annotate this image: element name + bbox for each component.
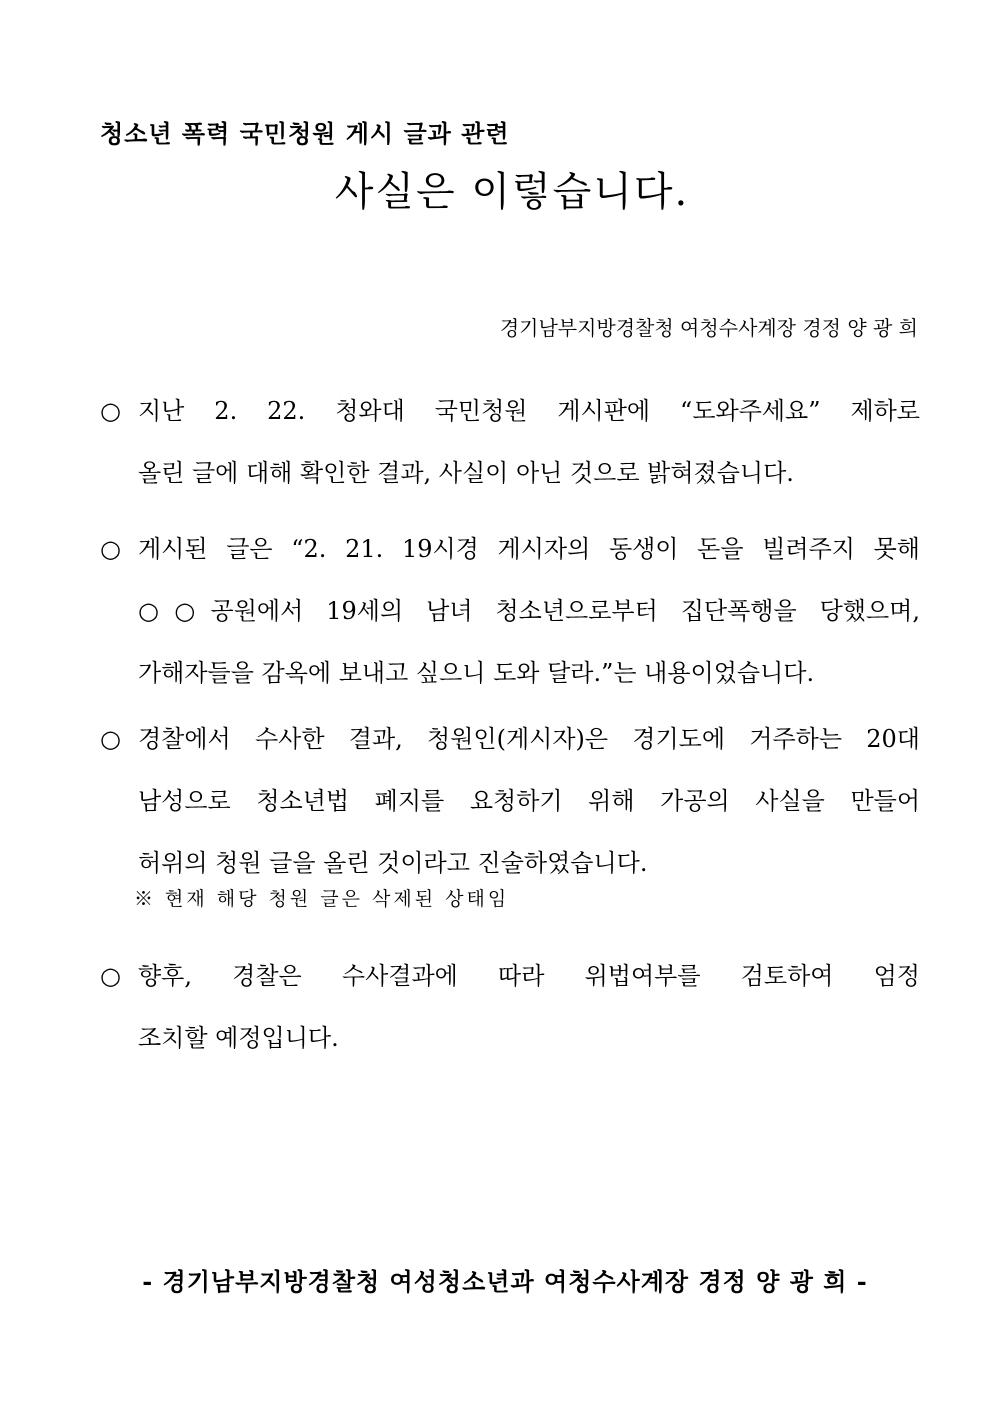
circle-bullet-icon: ○	[100, 397, 121, 425]
bullet-paragraph-4	[100, 945, 920, 1069]
circle-bullet-icon: ○	[100, 535, 121, 563]
footer-signature: - 경기남부지방경찰청 여성청소년과 여청수사계장 경정 양 광 희 -	[142, 1267, 868, 1296]
author-line: 경기남부지방경찰청 여청수사계장 경정 양 광 희	[499, 316, 918, 340]
circle-bullet-icon: ○	[100, 725, 121, 753]
paragraph-line: 올린 글에 대해 확인한 결과, 사실이 아닌 것으로 밝혀졌습니다.	[138, 459, 794, 487]
document-subtitle: 청소년 폭력 국민청원 게시 글과 관련	[100, 119, 510, 148]
paragraph-line: 가해자들을 감옥에 보내고 싶으니 도와 달라.”는 내용이었습니다.	[138, 659, 815, 687]
paragraph-line: 경찰에서 수사한 결과, 청원인(게시자)은 경기도에 거주하는 20대	[138, 725, 920, 753]
paragraph-line: 허위의 청원 글을 올린 것이라고 진술하였습니다.	[138, 849, 648, 877]
paragraph-line: 남성으로 청소년법 폐지를 요청하기 위해 가공의 사실을 만들어	[138, 787, 920, 815]
paragraph-line: ○○공원에서 19세의 남녀 청소년으로부터 집단폭행을 당했으며,	[138, 597, 920, 625]
paragraph-line: 향후, 경찰은 수사결과에 따라 위법여부를 검토하여 엄정	[138, 962, 920, 990]
paragraph-line: 게시된 글은 “2. 21. 19시경 게시자의 동생이 돈을 빌려주지 못해	[138, 535, 920, 563]
note-text: ※ 현재 해당 청원 글은 삭제된 상태임	[134, 888, 510, 910]
bullet-paragraph-2	[100, 518, 920, 704]
bullet-paragraph-3	[100, 708, 920, 894]
paragraph-line: 조치할 예정입니다.	[138, 1024, 339, 1052]
document-title: 사실은 이렇습니다.	[334, 169, 690, 215]
circle-bullet-icon: ○	[100, 962, 121, 990]
paragraph-line: 지난 2. 22. 청와대 국민청원 게시판에 “도와주세요” 제하로	[138, 397, 920, 425]
bullet-paragraph-1	[100, 380, 920, 504]
